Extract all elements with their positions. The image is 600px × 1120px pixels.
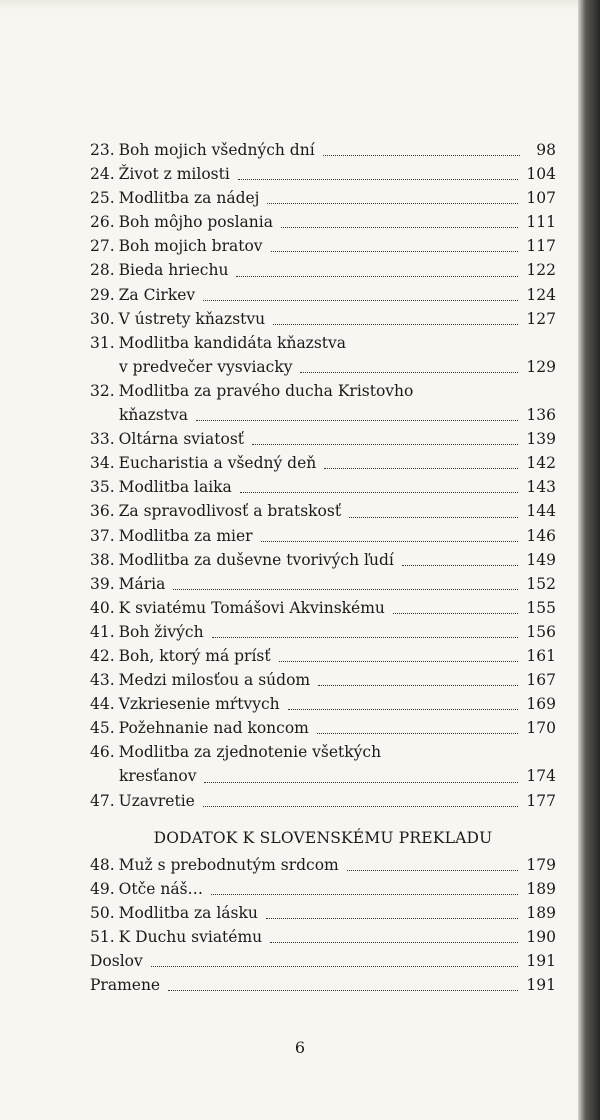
toc-entry-title: Doslov [90, 952, 143, 970]
dot-leader [279, 660, 519, 662]
toc-entry-title: Modlitba za nádej [118, 189, 260, 208]
toc-appendix-list [90, 853, 556, 998]
toc-page-number: 98 [536, 141, 556, 159]
toc-entry-title: V ústrety kňazstvu [118, 309, 266, 328]
toc-page-number: 156 [526, 622, 556, 641]
toc-entry [90, 331, 556, 379]
dot-leader [173, 588, 518, 590]
toc-page-number: 117 [526, 237, 556, 256]
toc-entry [90, 307, 556, 331]
toc-entry-number: 43. [90, 671, 115, 690]
toc-entry [90, 283, 556, 307]
toc-entry-number: 41. [90, 622, 115, 641]
toc-entry-number: 37. [90, 526, 115, 545]
dot-leader [240, 491, 519, 493]
dot-leader [212, 636, 519, 638]
toc-line [90, 901, 556, 925]
toc-page-number: 169 [526, 695, 556, 714]
toc-entry [90, 572, 556, 596]
toc-entry-title: Medzi milosťou a súdom [118, 671, 311, 690]
page-number: 6 [294, 1038, 306, 1057]
toc-entry-number: 45. [90, 719, 115, 738]
toc-entry [90, 499, 556, 523]
toc-entry-number: 32. [90, 381, 115, 400]
toc-line [90, 668, 556, 692]
toc-entry [90, 548, 556, 572]
toc-entry-title: Boh živých [118, 622, 204, 641]
toc-page-number: 161 [526, 646, 556, 665]
toc-line [90, 716, 556, 740]
toc-line [90, 451, 556, 475]
toc-entry-number: 46. [90, 743, 115, 762]
toc-entry [90, 716, 556, 740]
toc-line [90, 162, 556, 186]
toc-entry-title: Modlitba kandidáta kňazstva [118, 333, 347, 352]
toc-entry-title: Boh mojich všedných dní [118, 141, 315, 159]
dot-leader [300, 371, 518, 373]
toc-page-number: 124 [526, 285, 556, 304]
toc-line [90, 524, 556, 548]
dot-leader [270, 941, 518, 943]
toc-line [90, 740, 556, 764]
toc-entry-title: Boh mojich bratov [118, 237, 263, 256]
toc-line [90, 620, 556, 644]
toc-entry-title: Boh, ktorý má prísť [118, 646, 271, 665]
toc-page-number: 107 [526, 189, 556, 208]
toc-entry-title: Modlitba za pravého ducha Kristovho [118, 381, 414, 400]
toc-line [90, 596, 556, 620]
dot-leader [211, 893, 518, 895]
toc-entry-title: kresťanov [119, 767, 197, 786]
dot-leader [271, 250, 519, 252]
toc-page-number: 104 [526, 165, 556, 184]
dot-leader [238, 178, 519, 180]
toc-line [90, 258, 556, 282]
toc-entry [90, 596, 556, 620]
toc-entry-title: Modlitba za duševne tvorivých ľudí [118, 550, 394, 569]
dot-leader [204, 781, 518, 783]
toc-page-number: 111 [526, 213, 556, 232]
toc-line [90, 210, 556, 234]
toc-entry-title: Uzavretie [118, 791, 195, 810]
toc-line [90, 138, 556, 162]
toc-line [90, 548, 556, 572]
dot-leader [281, 226, 518, 228]
toc-entry-number: 31. [90, 333, 115, 352]
toc-page-number: 144 [526, 502, 556, 521]
toc-entry-title: Muž s prebodnutým srdcom [118, 855, 339, 874]
toc-entry-number: 26. [90, 213, 115, 232]
toc-page-number: 152 [526, 574, 556, 593]
book-spine-edge [578, 0, 600, 1120]
toc-entry-title: Život z milosti [118, 165, 230, 184]
toc-page-number: 136 [526, 406, 556, 425]
toc-page-number: 177 [526, 791, 556, 810]
toc-page-number: 155 [526, 598, 556, 617]
toc-entry-title: Vzkriesenie mŕtvych [118, 695, 280, 714]
dot-leader [266, 917, 519, 919]
toc-entry-title: Mária [118, 574, 166, 593]
dot-leader [203, 805, 519, 807]
toc-entry [90, 620, 556, 644]
toc-entry [90, 210, 556, 234]
dot-leader [393, 612, 519, 614]
toc-entry-title: Eucharistia a všedný deň [118, 454, 317, 473]
toc-page-number: 143 [526, 478, 556, 497]
dot-leader [317, 732, 519, 734]
toc-entry-title: K sviatému Tomášovi Akvinskému [118, 598, 385, 617]
toc-entry-title: K Duchu sviatému [118, 927, 263, 946]
toc-page-number: 142 [526, 454, 556, 473]
toc-entry [90, 451, 556, 475]
toc-entry-number: 25. [90, 189, 115, 208]
toc-entry [90, 162, 556, 186]
toc-line [90, 355, 556, 379]
toc-line [90, 186, 556, 210]
toc-entry-number: 49. [90, 879, 115, 898]
toc-entry [90, 644, 556, 668]
toc-entry-number: 47. [90, 791, 115, 810]
dot-leader [324, 467, 518, 469]
toc-entry-title: Za spravodlivosť a bratskosť [118, 502, 342, 521]
toc-entry-title: Oltárna sviatosť [118, 430, 245, 449]
toc-entry [90, 138, 556, 162]
dot-leader [151, 965, 519, 967]
dot-leader [323, 154, 520, 156]
toc-entry [90, 475, 556, 499]
toc-entry-title: Modlitba laika [118, 478, 232, 497]
appendix-heading: DODATOK K SLOVENSKÉMU PREKLADU [153, 828, 493, 847]
toc-line [90, 499, 556, 523]
toc-entry-number: 48. [90, 855, 115, 874]
toc-page-number: 127 [526, 309, 556, 328]
toc-entry-title: Modlitba za mier [118, 526, 253, 545]
toc-line [90, 925, 556, 949]
toc-entry [90, 186, 556, 210]
toc-line [90, 475, 556, 499]
toc-entry [90, 524, 556, 548]
toc-entry-number: 33. [90, 430, 115, 449]
dot-leader [402, 564, 519, 566]
toc-entry [90, 668, 556, 692]
table-of-contents [90, 138, 556, 997]
toc-entry-title: v predvečer vysviacky [119, 357, 293, 376]
toc-page-number: 129 [526, 357, 556, 376]
toc-entry-number: 36. [90, 502, 115, 521]
toc-page-number: 191 [526, 952, 556, 970]
toc-entry-number: 34. [90, 454, 115, 473]
page-top-shadow [0, 0, 600, 10]
toc-entry [90, 427, 556, 451]
toc-page-number: 189 [526, 903, 556, 922]
toc-entry-number: 29. [90, 285, 115, 304]
toc-line [90, 973, 556, 997]
toc-entry [90, 692, 556, 716]
toc-entry [90, 258, 556, 282]
toc-page-number: 149 [526, 550, 556, 569]
toc-line [90, 379, 556, 403]
toc-line [90, 283, 556, 307]
toc-line [90, 877, 556, 901]
toc-entry-number: 44. [90, 695, 115, 714]
toc-entry-title: Pramene [90, 976, 161, 995]
toc-entry-number: 50. [90, 903, 115, 922]
toc-entry-number: 30. [90, 309, 115, 328]
toc-entry [90, 789, 556, 813]
toc-page-number: 170 [526, 719, 556, 738]
dot-leader [236, 275, 518, 277]
toc-page-number: 190 [526, 927, 556, 946]
dot-leader [347, 869, 519, 871]
toc-entry-number: 40. [90, 598, 115, 617]
dot-leader [261, 540, 519, 542]
toc-line [90, 949, 556, 973]
toc-entry [90, 901, 556, 925]
toc-line [90, 427, 556, 451]
toc-entry-number: 23. [90, 141, 115, 159]
toc-entry-number: 38. [90, 550, 115, 569]
dot-leader [196, 419, 518, 421]
dot-leader [252, 443, 518, 445]
dot-leader [203, 299, 518, 301]
toc-page-number: 146 [526, 526, 556, 545]
toc-page-number: 189 [526, 879, 556, 898]
toc-entry [90, 877, 556, 901]
toc-entry-title: Boh môjho poslania [118, 213, 273, 232]
toc-line [90, 692, 556, 716]
toc-page-number: 179 [526, 855, 556, 874]
toc-page-number: 191 [526, 976, 556, 995]
toc-line [90, 307, 556, 331]
toc-entry-title: Požehnanie nad koncom [118, 719, 309, 738]
dot-leader [273, 323, 518, 325]
toc-line [90, 764, 556, 788]
toc-line [90, 403, 556, 427]
toc-entry-title: Modlitba za zjednotenie všetkých [118, 743, 382, 762]
toc-entry-number: 51. [90, 927, 115, 946]
toc-entry [90, 925, 556, 949]
dot-leader [267, 202, 518, 204]
toc-entry-number: 42. [90, 646, 115, 665]
toc-entry [90, 853, 556, 877]
toc-entry-title: kňazstva [119, 406, 188, 425]
toc-line [90, 331, 556, 355]
toc-main-list [90, 138, 556, 813]
toc-line [90, 789, 556, 813]
toc-entry [90, 740, 556, 788]
toc-page-number: 167 [526, 671, 556, 690]
toc-entry-number: 27. [90, 237, 115, 256]
toc-entry-number: 24. [90, 165, 115, 184]
dot-leader [168, 989, 518, 991]
toc-entry-title: Modlitba za lásku [118, 903, 258, 922]
toc-entry-number: 35. [90, 478, 115, 497]
toc-entry-number: 39. [90, 574, 115, 593]
toc-page-number: 174 [526, 767, 556, 786]
toc-entry [90, 234, 556, 258]
toc-entry [90, 973, 556, 997]
toc-entry-title: Otče náš… [118, 879, 204, 898]
toc-page-number: 122 [526, 261, 556, 280]
dot-leader [288, 708, 519, 710]
toc-page-number: 139 [526, 430, 556, 449]
toc-entry-title: Za Cirkev [118, 285, 196, 304]
toc-entry [90, 379, 556, 427]
toc-line [90, 644, 556, 668]
toc-line [90, 853, 556, 877]
dot-leader [318, 684, 518, 686]
toc-entry [90, 949, 556, 973]
dot-leader [349, 516, 518, 518]
toc-line [90, 572, 556, 596]
toc-entry-number: 28. [90, 261, 115, 280]
toc-entry-title: Bieda hriechu [118, 261, 229, 280]
toc-line [90, 234, 556, 258]
